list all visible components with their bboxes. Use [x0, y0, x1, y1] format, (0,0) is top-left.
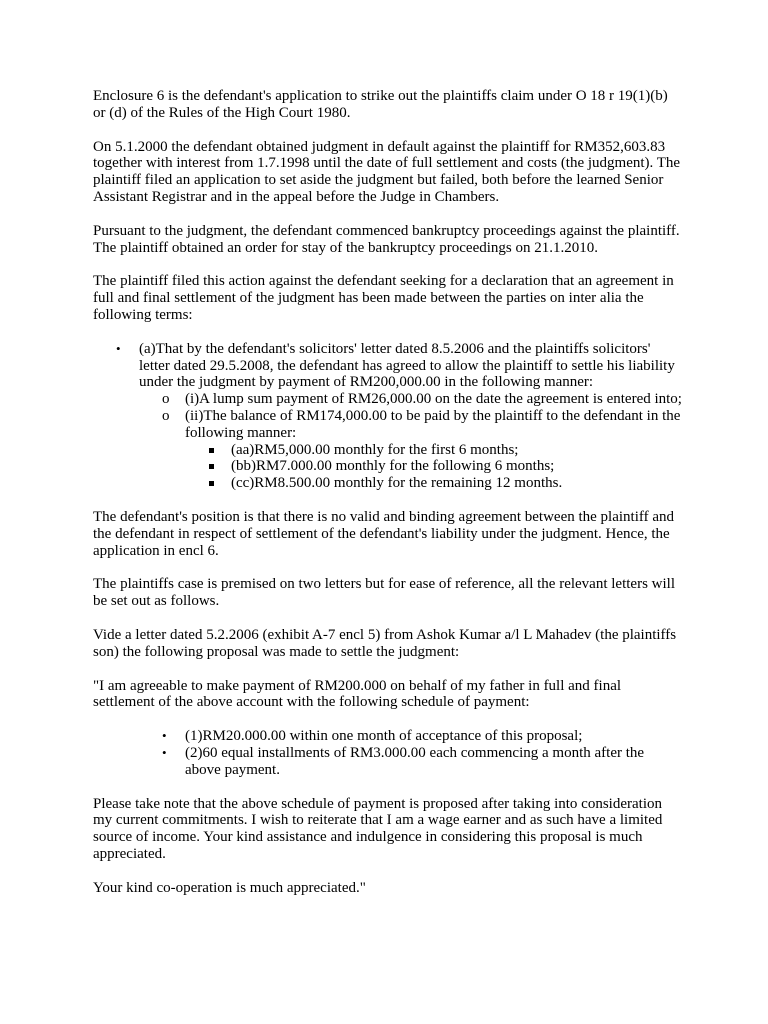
- schedule-item-1-text: (1)RM20.000.00 within one month of acceptance of this proposal;: [185, 728, 583, 745]
- schedule-item-2: [162, 744, 683, 779]
- paragraph-letter-vide: Vide a letter dated 5.2.2006 (exhibit A-7 encl 5) from Ashok Kumar a/l L Mahadev (the plaintiffs son) the following proposal was made to settle the judgment:: [93, 626, 677, 660]
- paragraph-declaration-sought: The plaintiff filed this action against the defendant seeking for a declaration that an agreement in full and final settlement of the judgment has been made between the parties on inter alia the following terms:: [93, 273, 674, 323]
- term-i-item: [162, 391, 683, 408]
- document-page: [93, 88, 683, 913]
- bullet-icon: •: [162, 744, 167, 760]
- term-aa-text: (aa)RM5,000.00 monthly for the first 6 months;: [231, 441, 519, 458]
- term-a-text: (a)That by the defendant's solicitors' letter dated 8.5.2006 and the plaintiffs solicitors' letter dated 29.5.2008, the defendant has agreed to allow the plaintiff to settle his liability under the judgment by payment of RM200,000.00 in the following manner:: [139, 340, 675, 391]
- term-bb-item: [231, 458, 683, 475]
- terms-list: [93, 341, 683, 492]
- circle-bullet-icon: o: [162, 407, 170, 424]
- paragraph-two-letters: The plaintiffs case is premised on two letters but for ease of reference, all the relevant letters will be set out as follows.: [93, 576, 675, 610]
- term-a-sublist: [139, 391, 683, 492]
- square-bullet-icon: [209, 481, 214, 486]
- term-cc-text: (cc)RM8.500.00 monthly for the remaining 12 months.: [231, 475, 563, 492]
- paragraph-defendant-position: The defendant's position is that there is no valid and binding agreement between the plaintiff and the defendant in respect of settlement of the defendant's liability under the judgment. Hence, the application in encl 6.: [93, 508, 675, 559]
- term-aa-item: [231, 442, 683, 459]
- term-bb-text: (bb)RM7.000.00 monthly for the following 6 months;: [231, 458, 555, 475]
- bullet-icon: •: [116, 340, 121, 356]
- paragraph-closing: Your kind co-operation is much appreciated.": [93, 879, 366, 896]
- square-bullet-icon: [209, 464, 214, 469]
- term-i-text: (i)A lump sum payment of RM26,000.00 on the date the agreement is entered into;: [185, 391, 682, 408]
- paragraph-bankruptcy-proceedings: Pursuant to the judgment, the defendant commenced bankruptcy proceedings against the plaintiff. The plaintiff obtained an order for stay of the bankruptcy proceedings on 21.1.2010.: [93, 222, 680, 256]
- paragraph-take-note: Please take note that the above schedule of payment is proposed after taking into consideration my current commitments. I wish to reiterate that I am a wage earner and as such have a limited source of income. Your kind assistance and indulgence in considering this proposal is much appreciated.: [93, 795, 663, 862]
- term-ii-sublist: [185, 442, 683, 492]
- term-cc-item: [231, 475, 683, 492]
- paragraph-quote-agreeable: "I am agreeable to make payment of RM200.000 on behalf of my father in full and final settlement of the above account with the following schedule of payment:: [93, 677, 622, 711]
- circle-bullet-icon: o: [162, 391, 170, 408]
- bullet-icon: •: [162, 728, 167, 744]
- schedule-item-2-text: (2)60 equal installments of RM3.000.00 each commencing a month after the above payment.: [185, 744, 645, 778]
- term-ii-item: [162, 407, 683, 492]
- paragraph-default-judgment: On 5.1.2000 the defendant obtained judgment in default against the plaintiff for RM352,603.83 together with interest from 1.7.1998 until the date of full settlement and costs (the judgment). The plaintiff filed an application to set aside the judgment but failed, both before the learned Senior Assistant Registrar and in the appeal before the Judge in Chambers.: [93, 138, 681, 205]
- paragraph-enclosure-6: Enclosure 6 is the defendant's application to strike out the plaintiffs claim under O 18 r 19(1)(b) or (d) of the Rules of the High Court 1980.: [93, 88, 668, 121]
- square-bullet-icon: [209, 448, 214, 453]
- payment-schedule-list: [93, 728, 683, 778]
- term-ii-text: (ii)The balance of RM174,000.00 to be paid by the plaintiff to the defendant in the following manner:: [185, 407, 681, 441]
- term-a-item: [116, 340, 683, 492]
- schedule-item-1: [162, 728, 683, 745]
